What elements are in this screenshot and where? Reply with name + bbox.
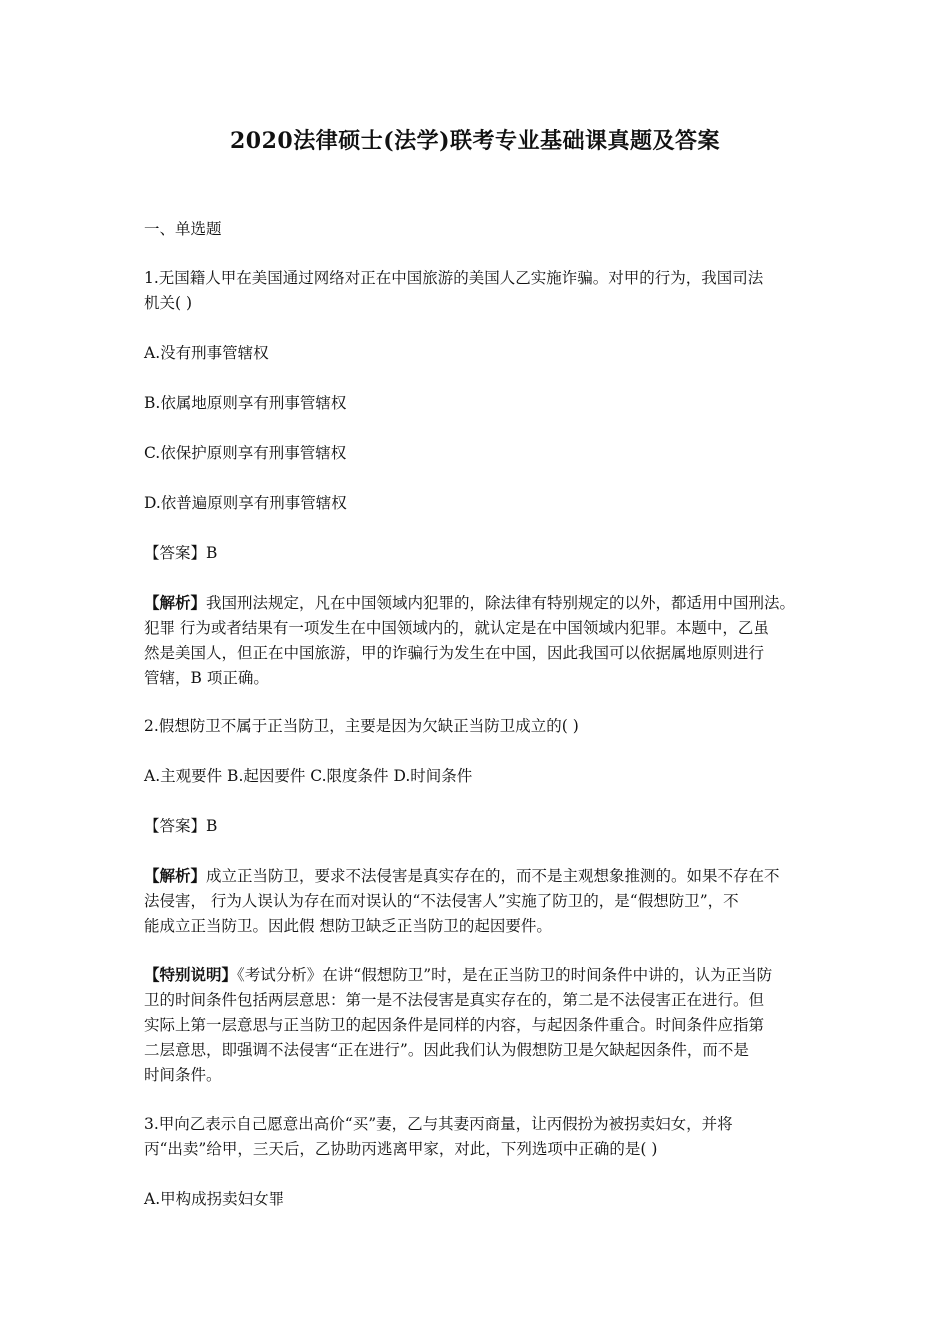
question-3-stem-line: 丙“出卖”给甲，三天后，乙协助丙逃离甲家，对此，下列选项中正确的是( ) <box>144 1140 658 1158</box>
question-3-stem-line: 3.甲向乙表示自己愿意出高价“买”妻，乙与其妻丙商量，让丙假扮为被拐卖妇女，并将 <box>144 1115 733 1133</box>
note-label: 【特别说明】 <box>144 965 238 984</box>
analysis-line: 法侵害， 行为人误认为存在而对误认的“不法侵害人”实施了防卫的，是“假想防卫”，不 <box>144 892 739 910</box>
question-1-option-a: A.没有刑事管辖权 <box>144 344 269 362</box>
question-1-option-d: D.依普遍原则享有刑事管辖权 <box>144 494 347 512</box>
question-1-answer: 【答案】B <box>144 544 218 562</box>
analysis-line: 然是美国人，但正在中国旅游，甲的诈骗行为发生在中国，因此我国可以依据属地原则进行 <box>144 644 765 662</box>
note-line: 实际上第一层意思与正当防卫的起因条件是同样的内容，与起因条件重合。时间条件应指第 <box>144 1016 765 1034</box>
note-line: 二层意思，即强调不法侵害“正在进行”。因此我们认为假想防卫是欠缺起因条件，而不是 <box>144 1041 749 1059</box>
analysis-line: 犯罪 行为或者结果有一项发生在中国领域内的，就认定是在中国领域内犯罪。本题中，乙虽 <box>144 619 769 637</box>
document-title: 2020法律硕士(法学)联考专业基础课真题及答案 <box>229 128 721 154</box>
question-1-analysis <box>144 590 812 691</box>
question-3-stem <box>144 1112 812 1162</box>
question-1-stem-line: 1.无国籍人甲在美国通过网络对正在中国旅游的美国人乙实施诈骗。对甲的行为，我国司法 <box>144 269 764 287</box>
question-2-special-note <box>144 962 812 1088</box>
analysis-line: 我国刑法规定，凡在中国领域内犯罪的，除法律有特别规定的以外，都适用中国刑法。 <box>206 594 796 612</box>
analysis-label: 【解析】 <box>144 866 207 885</box>
question-2-answer: 【答案】B <box>144 817 218 835</box>
note-line: 卫的时间条件包括两层意思：第一是不法侵害是真实存在的，第二是不法侵害正在进行。但 <box>144 991 765 1009</box>
question-2-analysis <box>144 863 812 939</box>
section-heading: 一、单选题 <box>144 220 222 238</box>
question-1-stem <box>144 266 812 316</box>
analysis-line: 管辖，B 项正确。 <box>144 669 269 687</box>
question-3-option-a: A.甲构成拐卖妇女罪 <box>144 1190 285 1208</box>
note-line: 时间条件。 <box>144 1066 222 1084</box>
question-1-option-b: B.依属地原则享有刑事管辖权 <box>144 394 347 412</box>
analysis-line: 能成立正当防卫。因此假 想防卫缺乏正当防卫的起因要件。 <box>144 917 552 935</box>
analysis-label: 【解析】 <box>144 593 207 612</box>
question-2-stem: 2.假想防卫不属于正当防卫，主要是因为欠缺正当防卫成立的( ) <box>144 717 579 735</box>
analysis-line: 成立正当防卫，要求不法侵害是真实存在的，而不是主观想象推测的。如果不存在不 <box>206 867 780 885</box>
question-1-stem-line: 机关( ) <box>144 294 193 312</box>
note-line: 《考试分析》在讲“假想防卫”时，是在正当防卫的时间条件中讲的，认为正当防 <box>237 966 773 984</box>
question-2-options: A.主观要件 B.起因要件 C.限度条件 D.时间条件 <box>144 767 473 785</box>
question-1-option-c: C.依保护原则享有刑事管辖权 <box>144 444 347 462</box>
